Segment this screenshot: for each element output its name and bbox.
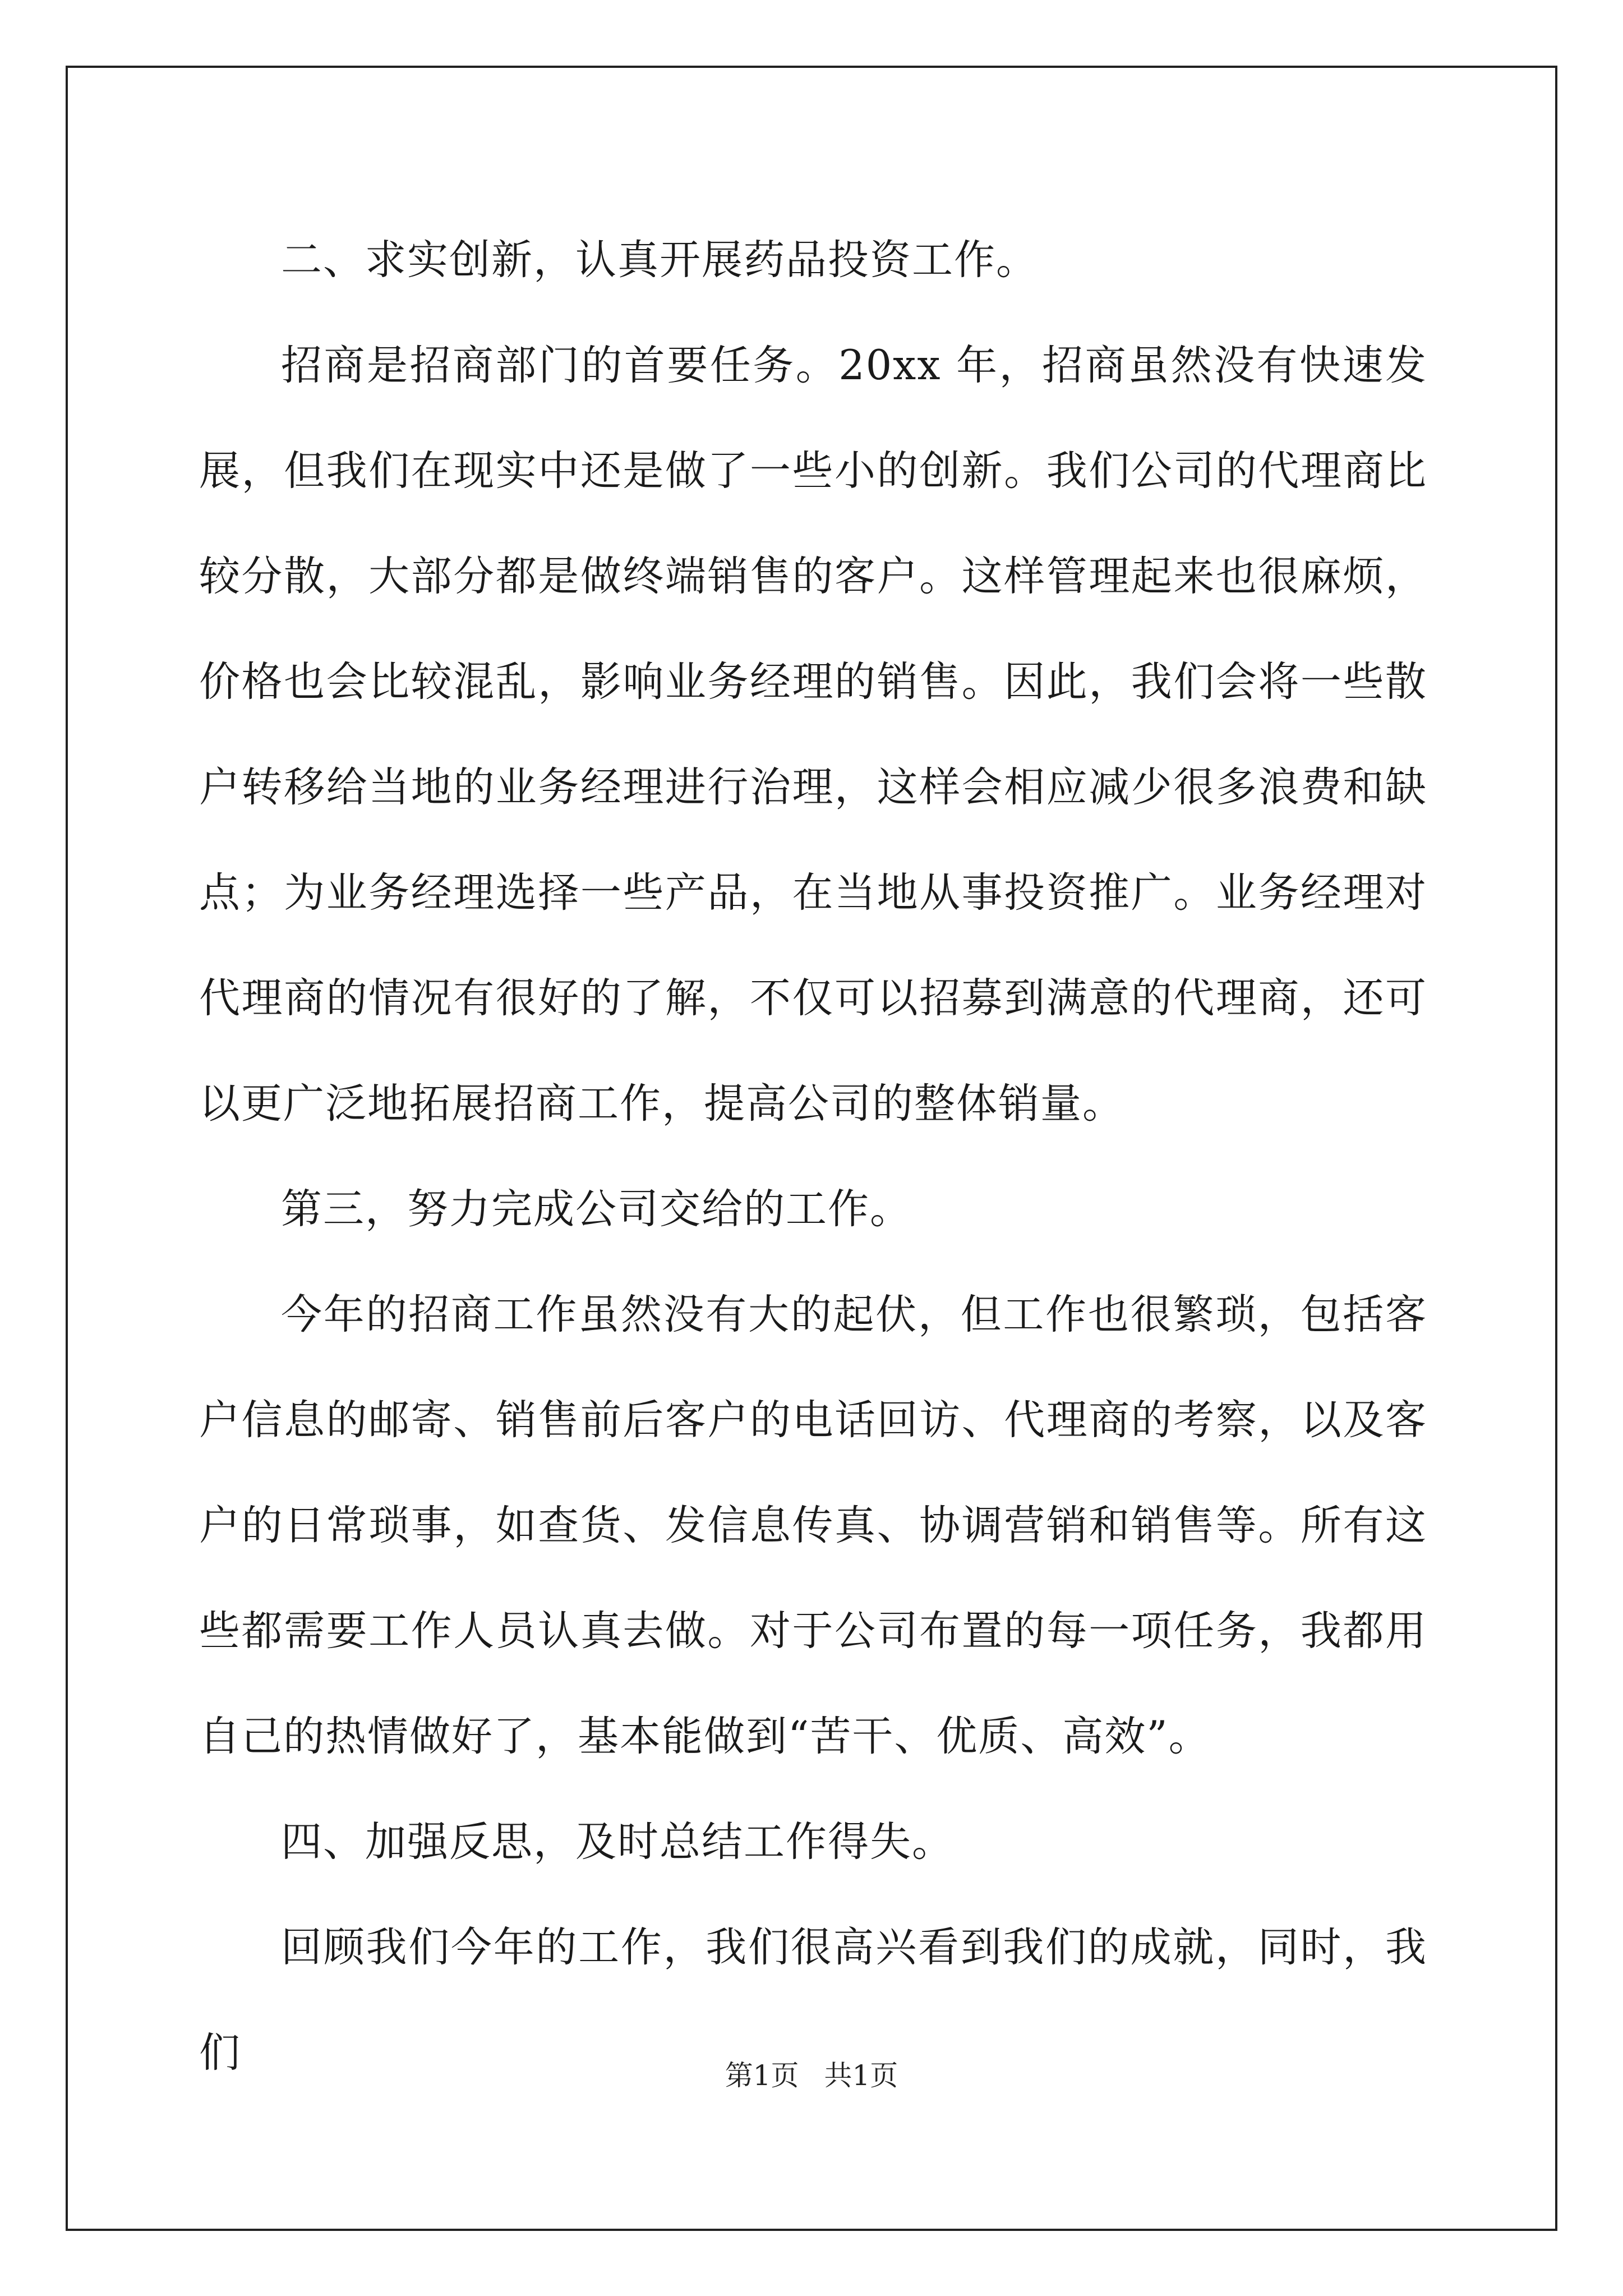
page-footer — [0, 2059, 1623, 2092]
paragraph: 招商是招商部门的首要任务。20xx 年，招商虽然没有快速发展，但我们在现实中还是做了一些小的创新。我们公司的代理商比较分散，大部分都是做终端销售的客户。这样管理起来也很麻烦，价格也会比较混乱，影响业务经理的销售。因此，我们会将一些散户转移给当地的业务经理进行治理，这样会相应减少很多浪费和缺点；为业务经理选择一些产品，在当地从事投资推广。业务经理对代理商的情况有很好的了解，不仅可以招募到满意的代理商，还可以更广泛地拓展招商工作，提高公司的整体销量。 — [199, 342, 1427, 1128]
paragraph-heading-4: 四、加强反思，及时总结工作得失。 — [281, 1818, 954, 1866]
document-body — [199, 208, 1427, 2106]
page-number: 第1页 — [725, 2059, 799, 2092]
paragraph: 今年的招商工作虽然没有大的起伏，但工作也很繁琐，包括客户信息的邮寄、销售前后客户的电话回访、代理商的考察，以及客户的日常琐事，如查货、发信息传真、协调营销和销售等。所有这些都需要工作人员认真去做。对于公司布置的每一项任务，我都用自己的热情做好了，基本能做到“苦干、优质、高效”。 — [199, 1291, 1427, 1760]
page-total: 共1页 — [824, 2059, 898, 2092]
paragraph: 回顾我们今年的工作，我们很高兴看到我们的成就，同时，我们 — [199, 1924, 1427, 2077]
paragraph-heading-2: 二、求实创新，认真开展药品投资工作。 — [281, 236, 1038, 284]
paragraph-heading-3: 第三，努力完成公司交给的工作。 — [281, 1185, 912, 1233]
